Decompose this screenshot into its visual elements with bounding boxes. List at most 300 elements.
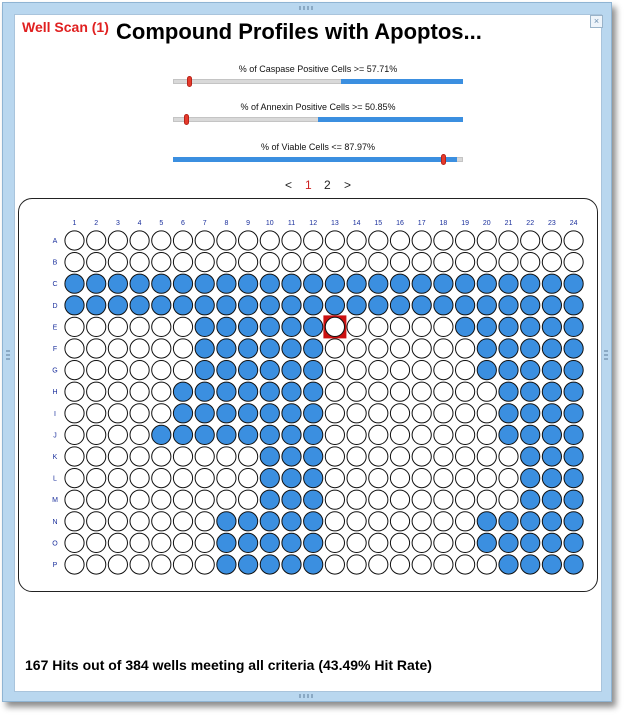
well-M18[interactable]	[434, 490, 453, 509]
well-A5[interactable]	[152, 231, 171, 250]
well-P15[interactable]	[369, 555, 388, 574]
well-E13[interactable]	[325, 317, 344, 336]
well-O7[interactable]	[195, 533, 214, 552]
well-E21[interactable]	[499, 317, 518, 336]
well-P9[interactable]	[239, 555, 258, 574]
well-C24[interactable]	[564, 274, 583, 293]
well-K4[interactable]	[130, 447, 149, 466]
well-G10[interactable]	[260, 361, 279, 380]
well-N15[interactable]	[369, 512, 388, 531]
well-J6[interactable]	[173, 425, 192, 444]
well-H15[interactable]	[369, 382, 388, 401]
well-H4[interactable]	[130, 382, 149, 401]
well-B2[interactable]	[87, 253, 106, 272]
well-D1[interactable]	[65, 296, 84, 315]
page-2-link[interactable]: 2	[324, 178, 331, 192]
well-F11[interactable]	[282, 339, 301, 358]
well-E8[interactable]	[217, 317, 236, 336]
well-K8[interactable]	[217, 447, 236, 466]
well-L17[interactable]	[412, 469, 431, 488]
resize-grip-top[interactable]	[299, 6, 315, 10]
well-K7[interactable]	[195, 447, 214, 466]
well-B18[interactable]	[434, 253, 453, 272]
well-A4[interactable]	[130, 231, 149, 250]
well-J7[interactable]	[195, 425, 214, 444]
well-C18[interactable]	[434, 274, 453, 293]
well-L15[interactable]	[369, 469, 388, 488]
well-C19[interactable]	[456, 274, 475, 293]
well-G13[interactable]	[325, 361, 344, 380]
well-K14[interactable]	[347, 447, 366, 466]
well-B6[interactable]	[173, 253, 192, 272]
well-M20[interactable]	[477, 490, 496, 509]
well-E2[interactable]	[87, 317, 106, 336]
well-P1[interactable]	[65, 555, 84, 574]
well-H11[interactable]	[282, 382, 301, 401]
well-L22[interactable]	[521, 469, 540, 488]
well-H7[interactable]	[195, 382, 214, 401]
well-H8[interactable]	[217, 382, 236, 401]
well-B5[interactable]	[152, 253, 171, 272]
well-P6[interactable]	[173, 555, 192, 574]
well-I19[interactable]	[456, 404, 475, 423]
well-H18[interactable]	[434, 382, 453, 401]
well-F5[interactable]	[152, 339, 171, 358]
well-A19[interactable]	[456, 231, 475, 250]
well-H22[interactable]	[521, 382, 540, 401]
well-G9[interactable]	[239, 361, 258, 380]
well-E15[interactable]	[369, 317, 388, 336]
well-G20[interactable]	[477, 361, 496, 380]
well-L9[interactable]	[239, 469, 258, 488]
well-K15[interactable]	[369, 447, 388, 466]
well-D3[interactable]	[108, 296, 127, 315]
well-M11[interactable]	[282, 490, 301, 509]
well-K13[interactable]	[325, 447, 344, 466]
well-F4[interactable]	[130, 339, 149, 358]
well-A3[interactable]	[108, 231, 127, 250]
well-O9[interactable]	[239, 533, 258, 552]
well-J2[interactable]	[87, 425, 106, 444]
well-O18[interactable]	[434, 533, 453, 552]
well-D15[interactable]	[369, 296, 388, 315]
well-C11[interactable]	[282, 274, 301, 293]
well-I1[interactable]	[65, 404, 84, 423]
well-B3[interactable]	[108, 253, 127, 272]
well-E11[interactable]	[282, 317, 301, 336]
well-O8[interactable]	[217, 533, 236, 552]
well-O12[interactable]	[304, 533, 323, 552]
well-A9[interactable]	[239, 231, 258, 250]
prev-page-button[interactable]: <	[285, 178, 293, 192]
well-A17[interactable]	[412, 231, 431, 250]
well-M9[interactable]	[239, 490, 258, 509]
well-H1[interactable]	[65, 382, 84, 401]
well-F15[interactable]	[369, 339, 388, 358]
well-B19[interactable]	[456, 253, 475, 272]
resize-grip-right[interactable]	[604, 348, 608, 360]
well-E1[interactable]	[65, 317, 84, 336]
well-L23[interactable]	[542, 469, 561, 488]
well-O4[interactable]	[130, 533, 149, 552]
well-B10[interactable]	[260, 253, 279, 272]
well-G11[interactable]	[282, 361, 301, 380]
well-K9[interactable]	[239, 447, 258, 466]
well-D18[interactable]	[434, 296, 453, 315]
well-E17[interactable]	[412, 317, 431, 336]
well-E7[interactable]	[195, 317, 214, 336]
well-I7[interactable]	[195, 404, 214, 423]
well-G15[interactable]	[369, 361, 388, 380]
well-C14[interactable]	[347, 274, 366, 293]
well-P16[interactable]	[390, 555, 409, 574]
well-G18[interactable]	[434, 361, 453, 380]
well-N2[interactable]	[87, 512, 106, 531]
well-F13[interactable]	[325, 339, 344, 358]
well-G14[interactable]	[347, 361, 366, 380]
well-D7[interactable]	[195, 296, 214, 315]
well-G22[interactable]	[521, 361, 540, 380]
well-P13[interactable]	[325, 555, 344, 574]
well-B24[interactable]	[564, 253, 583, 272]
well-G12[interactable]	[304, 361, 323, 380]
well-M17[interactable]	[412, 490, 431, 509]
well-F23[interactable]	[542, 339, 561, 358]
well-H9[interactable]	[239, 382, 258, 401]
well-N12[interactable]	[304, 512, 323, 531]
well-L24[interactable]	[564, 469, 583, 488]
well-B14[interactable]	[347, 253, 366, 272]
well-G8[interactable]	[217, 361, 236, 380]
well-N14[interactable]	[347, 512, 366, 531]
well-N5[interactable]	[152, 512, 171, 531]
well-M7[interactable]	[195, 490, 214, 509]
well-I3[interactable]	[108, 404, 127, 423]
well-M1[interactable]	[65, 490, 84, 509]
well-E14[interactable]	[347, 317, 366, 336]
well-M22[interactable]	[521, 490, 540, 509]
well-F10[interactable]	[260, 339, 279, 358]
annexin-filter-slider[interactable]	[173, 102, 463, 130]
well-E4[interactable]	[130, 317, 149, 336]
well-F16[interactable]	[390, 339, 409, 358]
well-N18[interactable]	[434, 512, 453, 531]
well-J21[interactable]	[499, 425, 518, 444]
well-L8[interactable]	[217, 469, 236, 488]
well-N10[interactable]	[260, 512, 279, 531]
well-F24[interactable]	[564, 339, 583, 358]
well-K19[interactable]	[456, 447, 475, 466]
well-B23[interactable]	[542, 253, 561, 272]
well-D13[interactable]	[325, 296, 344, 315]
well-H16[interactable]	[390, 382, 409, 401]
well-C2[interactable]	[87, 274, 106, 293]
well-N7[interactable]	[195, 512, 214, 531]
well-J16[interactable]	[390, 425, 409, 444]
well-D11[interactable]	[282, 296, 301, 315]
well-L14[interactable]	[347, 469, 366, 488]
well-A16[interactable]	[390, 231, 409, 250]
well-D20[interactable]	[477, 296, 496, 315]
well-G6[interactable]	[173, 361, 192, 380]
well-J4[interactable]	[130, 425, 149, 444]
well-J19[interactable]	[456, 425, 475, 444]
well-F9[interactable]	[239, 339, 258, 358]
close-icon[interactable]: ×	[590, 15, 603, 28]
well-B20[interactable]	[477, 253, 496, 272]
well-P18[interactable]	[434, 555, 453, 574]
well-P2[interactable]	[87, 555, 106, 574]
well-M5[interactable]	[152, 490, 171, 509]
well-L18[interactable]	[434, 469, 453, 488]
well-C6[interactable]	[173, 274, 192, 293]
well-B11[interactable]	[282, 253, 301, 272]
well-I4[interactable]	[130, 404, 149, 423]
well-J8[interactable]	[217, 425, 236, 444]
well-E23[interactable]	[542, 317, 561, 336]
well-N8[interactable]	[217, 512, 236, 531]
well-H14[interactable]	[347, 382, 366, 401]
well-L19[interactable]	[456, 469, 475, 488]
well-O20[interactable]	[477, 533, 496, 552]
well-M2[interactable]	[87, 490, 106, 509]
well-I10[interactable]	[260, 404, 279, 423]
well-H19[interactable]	[456, 382, 475, 401]
well-H17[interactable]	[412, 382, 431, 401]
well-L5[interactable]	[152, 469, 171, 488]
well-I21[interactable]	[499, 404, 518, 423]
well-H21[interactable]	[499, 382, 518, 401]
well-M10[interactable]	[260, 490, 279, 509]
well-E22[interactable]	[521, 317, 540, 336]
well-B1[interactable]	[65, 253, 84, 272]
well-M3[interactable]	[108, 490, 127, 509]
well-P11[interactable]	[282, 555, 301, 574]
well-A22[interactable]	[521, 231, 540, 250]
well-K10[interactable]	[260, 447, 279, 466]
well-O1[interactable]	[65, 533, 84, 552]
well-L2[interactable]	[87, 469, 106, 488]
well-J23[interactable]	[542, 425, 561, 444]
well-D9[interactable]	[239, 296, 258, 315]
well-K17[interactable]	[412, 447, 431, 466]
well-O13[interactable]	[325, 533, 344, 552]
well-E3[interactable]	[108, 317, 127, 336]
well-C12[interactable]	[304, 274, 323, 293]
well-P5[interactable]	[152, 555, 171, 574]
well-J24[interactable]	[564, 425, 583, 444]
well-I2[interactable]	[87, 404, 106, 423]
well-H12[interactable]	[304, 382, 323, 401]
well-J17[interactable]	[412, 425, 431, 444]
well-A7[interactable]	[195, 231, 214, 250]
well-D8[interactable]	[217, 296, 236, 315]
well-H13[interactable]	[325, 382, 344, 401]
tab-well-scan[interactable]: Well Scan (1)	[22, 19, 109, 35]
well-D21[interactable]	[499, 296, 518, 315]
viable-filter-slider[interactable]	[173, 142, 463, 170]
well-L21[interactable]	[499, 469, 518, 488]
slider-thumb[interactable]	[441, 154, 446, 165]
well-A14[interactable]	[347, 231, 366, 250]
well-C21[interactable]	[499, 274, 518, 293]
well-N19[interactable]	[456, 512, 475, 531]
well-C17[interactable]	[412, 274, 431, 293]
well-O6[interactable]	[173, 533, 192, 552]
well-P24[interactable]	[564, 555, 583, 574]
well-A10[interactable]	[260, 231, 279, 250]
well-N23[interactable]	[542, 512, 561, 531]
well-K20[interactable]	[477, 447, 496, 466]
well-L16[interactable]	[390, 469, 409, 488]
well-F12[interactable]	[304, 339, 323, 358]
well-J1[interactable]	[65, 425, 84, 444]
well-A12[interactable]	[304, 231, 323, 250]
well-G16[interactable]	[390, 361, 409, 380]
well-A23[interactable]	[542, 231, 561, 250]
well-N17[interactable]	[412, 512, 431, 531]
well-E6[interactable]	[173, 317, 192, 336]
well-E16[interactable]	[390, 317, 409, 336]
well-N4[interactable]	[130, 512, 149, 531]
well-C23[interactable]	[542, 274, 561, 293]
well-P10[interactable]	[260, 555, 279, 574]
well-A8[interactable]	[217, 231, 236, 250]
well-D24[interactable]	[564, 296, 583, 315]
well-B21[interactable]	[499, 253, 518, 272]
well-J10[interactable]	[260, 425, 279, 444]
well-F17[interactable]	[412, 339, 431, 358]
well-J5[interactable]	[152, 425, 171, 444]
well-I15[interactable]	[369, 404, 388, 423]
well-P3[interactable]	[108, 555, 127, 574]
well-O21[interactable]	[499, 533, 518, 552]
well-B12[interactable]	[304, 253, 323, 272]
well-O14[interactable]	[347, 533, 366, 552]
well-A21[interactable]	[499, 231, 518, 250]
well-O17[interactable]	[412, 533, 431, 552]
well-F14[interactable]	[347, 339, 366, 358]
well-G21[interactable]	[499, 361, 518, 380]
well-M6[interactable]	[173, 490, 192, 509]
well-B7[interactable]	[195, 253, 214, 272]
well-I18[interactable]	[434, 404, 453, 423]
well-K2[interactable]	[87, 447, 106, 466]
well-M14[interactable]	[347, 490, 366, 509]
well-L11[interactable]	[282, 469, 301, 488]
well-J20[interactable]	[477, 425, 496, 444]
well-C22[interactable]	[521, 274, 540, 293]
well-G7[interactable]	[195, 361, 214, 380]
well-O3[interactable]	[108, 533, 127, 552]
well-H10[interactable]	[260, 382, 279, 401]
well-E20[interactable]	[477, 317, 496, 336]
well-I13[interactable]	[325, 404, 344, 423]
well-A6[interactable]	[173, 231, 192, 250]
well-A11[interactable]	[282, 231, 301, 250]
well-D6[interactable]	[173, 296, 192, 315]
well-B22[interactable]	[521, 253, 540, 272]
well-O19[interactable]	[456, 533, 475, 552]
well-M4[interactable]	[130, 490, 149, 509]
well-M23[interactable]	[542, 490, 561, 509]
well-C8[interactable]	[217, 274, 236, 293]
well-G3[interactable]	[108, 361, 127, 380]
well-M16[interactable]	[390, 490, 409, 509]
well-N20[interactable]	[477, 512, 496, 531]
well-B16[interactable]	[390, 253, 409, 272]
well-L3[interactable]	[108, 469, 127, 488]
well-K24[interactable]	[564, 447, 583, 466]
well-F7[interactable]	[195, 339, 214, 358]
well-D4[interactable]	[130, 296, 149, 315]
well-L13[interactable]	[325, 469, 344, 488]
well-M21[interactable]	[499, 490, 518, 509]
well-H6[interactable]	[173, 382, 192, 401]
well-E12[interactable]	[304, 317, 323, 336]
well-O10[interactable]	[260, 533, 279, 552]
well-J12[interactable]	[304, 425, 323, 444]
well-P14[interactable]	[347, 555, 366, 574]
well-C9[interactable]	[239, 274, 258, 293]
well-K18[interactable]	[434, 447, 453, 466]
well-D19[interactable]	[456, 296, 475, 315]
well-K11[interactable]	[282, 447, 301, 466]
well-F21[interactable]	[499, 339, 518, 358]
well-N21[interactable]	[499, 512, 518, 531]
well-P20[interactable]	[477, 555, 496, 574]
well-K6[interactable]	[173, 447, 192, 466]
well-E10[interactable]	[260, 317, 279, 336]
well-K12[interactable]	[304, 447, 323, 466]
well-K16[interactable]	[390, 447, 409, 466]
well-I24[interactable]	[564, 404, 583, 423]
well-H23[interactable]	[542, 382, 561, 401]
well-O15[interactable]	[369, 533, 388, 552]
well-H2[interactable]	[87, 382, 106, 401]
well-N9[interactable]	[239, 512, 258, 531]
well-C3[interactable]	[108, 274, 127, 293]
well-O22[interactable]	[521, 533, 540, 552]
well-C5[interactable]	[152, 274, 171, 293]
well-N13[interactable]	[325, 512, 344, 531]
well-G5[interactable]	[152, 361, 171, 380]
well-F18[interactable]	[434, 339, 453, 358]
well-I12[interactable]	[304, 404, 323, 423]
well-N22[interactable]	[521, 512, 540, 531]
well-A18[interactable]	[434, 231, 453, 250]
well-E24[interactable]	[564, 317, 583, 336]
well-G23[interactable]	[542, 361, 561, 380]
well-O11[interactable]	[282, 533, 301, 552]
resize-grip-left[interactable]	[6, 348, 10, 360]
well-D22[interactable]	[521, 296, 540, 315]
well-A2[interactable]	[87, 231, 106, 250]
slider-thumb[interactable]	[184, 114, 189, 125]
well-J9[interactable]	[239, 425, 258, 444]
well-L7[interactable]	[195, 469, 214, 488]
well-I16[interactable]	[390, 404, 409, 423]
well-F6[interactable]	[173, 339, 192, 358]
caspase-filter-slider[interactable]	[173, 64, 463, 92]
next-page-button[interactable]: >	[344, 178, 352, 192]
well-O5[interactable]	[152, 533, 171, 552]
well-B15[interactable]	[369, 253, 388, 272]
well-C7[interactable]	[195, 274, 214, 293]
well-I20[interactable]	[477, 404, 496, 423]
well-D23[interactable]	[542, 296, 561, 315]
well-I22[interactable]	[521, 404, 540, 423]
